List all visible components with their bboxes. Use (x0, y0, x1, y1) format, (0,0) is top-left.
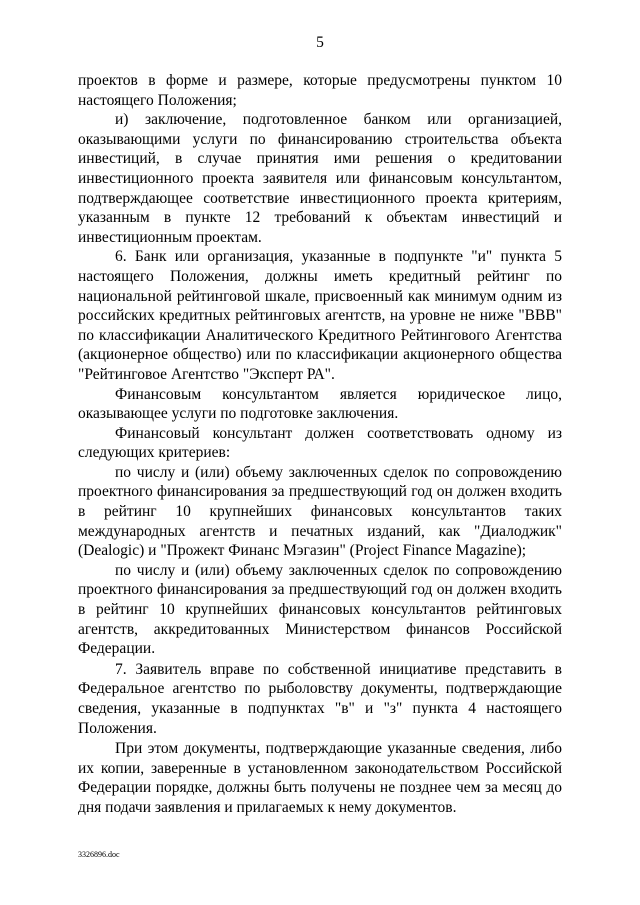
paragraph-criterion-international: по числу и (или) объему заключенных сделок по сопровождению проектного финансирования за предшествующий год он должен входить в рейтинг 10 крупнейших финансовых консультантов таких международных агентств и печатных изданий, как "Диалоджик" (Dealogic) и "Прожект Финанс Мэгазин" (Project Finance Magazine); (78, 463, 562, 560)
paragraph-criterion-accredited: по числу и (или) объему заключенных сделок по сопровождению проектного финансирования за предшествующий год он должен входить в рейтинг 10 крупнейших финансовых консультантов рейтинговых агентств, аккредитованных Министерством финансов Российской Федерации. (78, 561, 562, 658)
paragraph-criteria-intro: Финансовый консультант должен соответствовать одному из следующих критериев: (78, 424, 562, 462)
paragraph-clause-7: 7. Заявитель вправе по собственной инициативе представить в Федеральное агентство по рыболовству документы, подтверждающие сведения, указанные в подпунктах "в" и "з" пункта 4 настоящего Положения. (78, 660, 562, 737)
document-body (78, 71, 562, 818)
paragraph-subitem-i: и) заключение, подготовленное банком или организацией, оказывающими услуги по финансированию строительства объекта инвестиций, в случае принятия ими решения о кредитовании инвестиционного проекта заявителя или финансовым консультантом, подтверждающее соответствие инвестиционного проекта критериям, указанным в пункте 12 требований к объектам инвестиций и инвестиционным проектам. (78, 111, 562, 246)
paragraph-continuation: проектов в форме и размере, которые предусмотрены пунктом 10 настоящего Положения; (78, 72, 562, 109)
paragraph-clause-6: 6. Банк или организация, указанные в подпункте "и" пункта 5 настоящего Положения, должны иметь кредитный рейтинг по национальной рейтинговой шкале, присвоенный как минимум одним из российских кредитных рейтинговых агентств, на уровне не ниже "BBB" по классификации Аналитического Кредитного Рейтингового Агентства (акционерное общество) или по классификации акционерного общества "Рейтинговое Агентство "Эксперт РА". (78, 248, 562, 383)
paragraph-financial-consultant-definition: Финансовым консультантом является юридическое лицо, оказывающее услуги по подготовке заключения. (78, 385, 562, 423)
page-number: 5 (316, 34, 324, 51)
paragraph-documents-validity: При этом документы, подтверждающие указанные сведения, либо их копии, заверенные в установленном законодательством Российской Федерации порядке, должны быть получены не позднее чем за месяц до дня подачи заявления и прилагаемых к нему документов. (78, 740, 562, 816)
footer-filename: 3326896.doc (78, 850, 120, 859)
